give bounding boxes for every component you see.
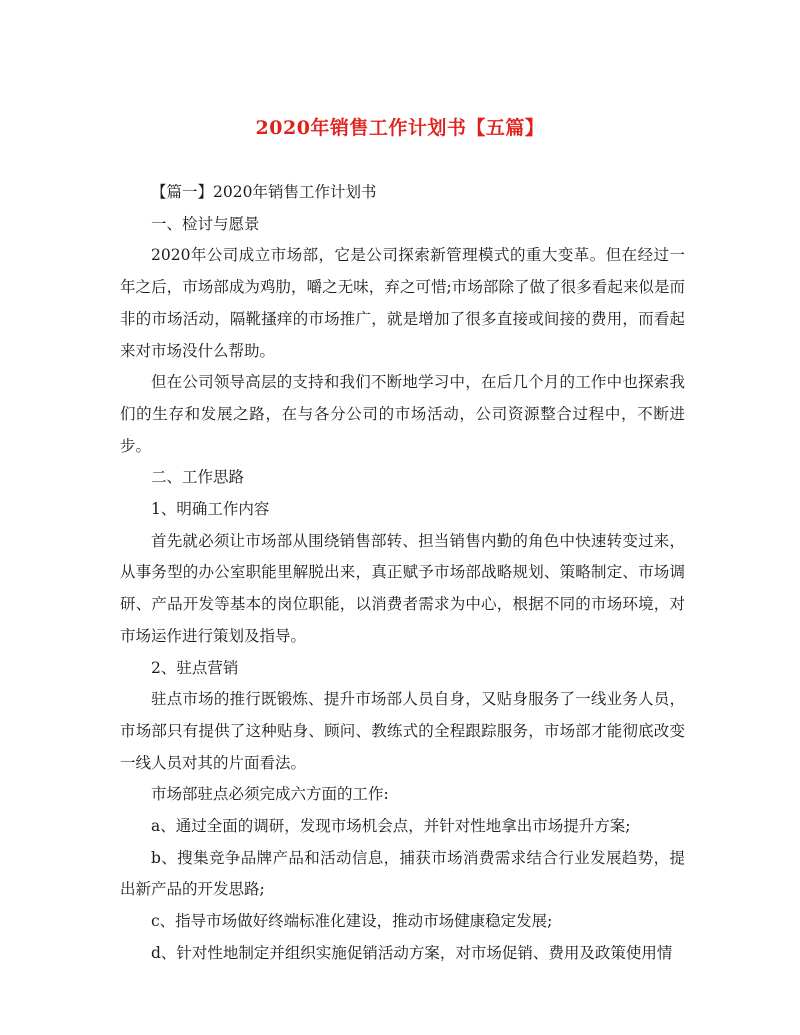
paragraph: 但在公司领导高层的支持和我们不断地学习中，在后几个月的工作中也探索我们的生存和发展之路，在与各分公司的市场活动，公司资源整合过程中，不断进步。	[120, 373, 685, 455]
paragraph: 市场部驻点必须完成六方面的工作:	[151, 785, 389, 804]
subheading: 1、明确工作内容	[151, 500, 270, 519]
paragraph: 驻点市场的推行既锻炼、提升市场部人员自身，又贴身服务了一线业务人员，市场部只有提供了这种贴身、顾问、教练式的全程跟踪服务，市场部才能彻底改变一线人员对其的片面看法。	[120, 690, 685, 772]
document-body	[120, 177, 685, 970]
document-title: 2020年销售工作计划书【五篇】	[255, 117, 545, 139]
paragraph: 首先就必须让市场部从围绕销售部转、担当销售内勤的角色中快速转变过来，从事务型的办公室职能里解脱出来，真正赋予市场部战略规划、策略制定、市场调研、产品开发等基本的岗位职能，以消费者需求为中心，根据不同的市场环境，对市场运作进行策划及指导。	[120, 531, 685, 645]
subheading: 一、检讨与愿景	[151, 214, 260, 233]
paragraph: 2020年公司成立市场部，它是公司探索新管理模式的重大变革。但在经过一年之后，市场部成为鸡肋，嚼之无味，弃之可惜;市场部除了做了很多看起来似是而非的市场活动，隔靴搔痒的市场推广，就是增加了很多直接或间接的费用，而看起来对市场没什么帮助。	[120, 246, 685, 360]
subheading: 二、工作思路	[151, 468, 245, 487]
list-item: a、通过全面的调研，发现市场机会点，并针对性地拿出市场提升方案;	[151, 817, 631, 836]
subheading: 2、驻点营销	[151, 658, 239, 677]
list-item: b、搜集竞争品牌产品和活动信息，捕获市场消费需求结合行业发展趋势，提出新产品的开发思路;	[120, 848, 685, 899]
list-item: d、针对性地制定并组织实施促销活动方案，对市场促销、费用及政策使用情	[151, 943, 673, 962]
section-heading: 【篇一】2020年销售工作计划书	[151, 183, 377, 201]
list-item: c、指导市场做好终端标准化建设，推动市场健康稳定发展;	[151, 912, 553, 931]
